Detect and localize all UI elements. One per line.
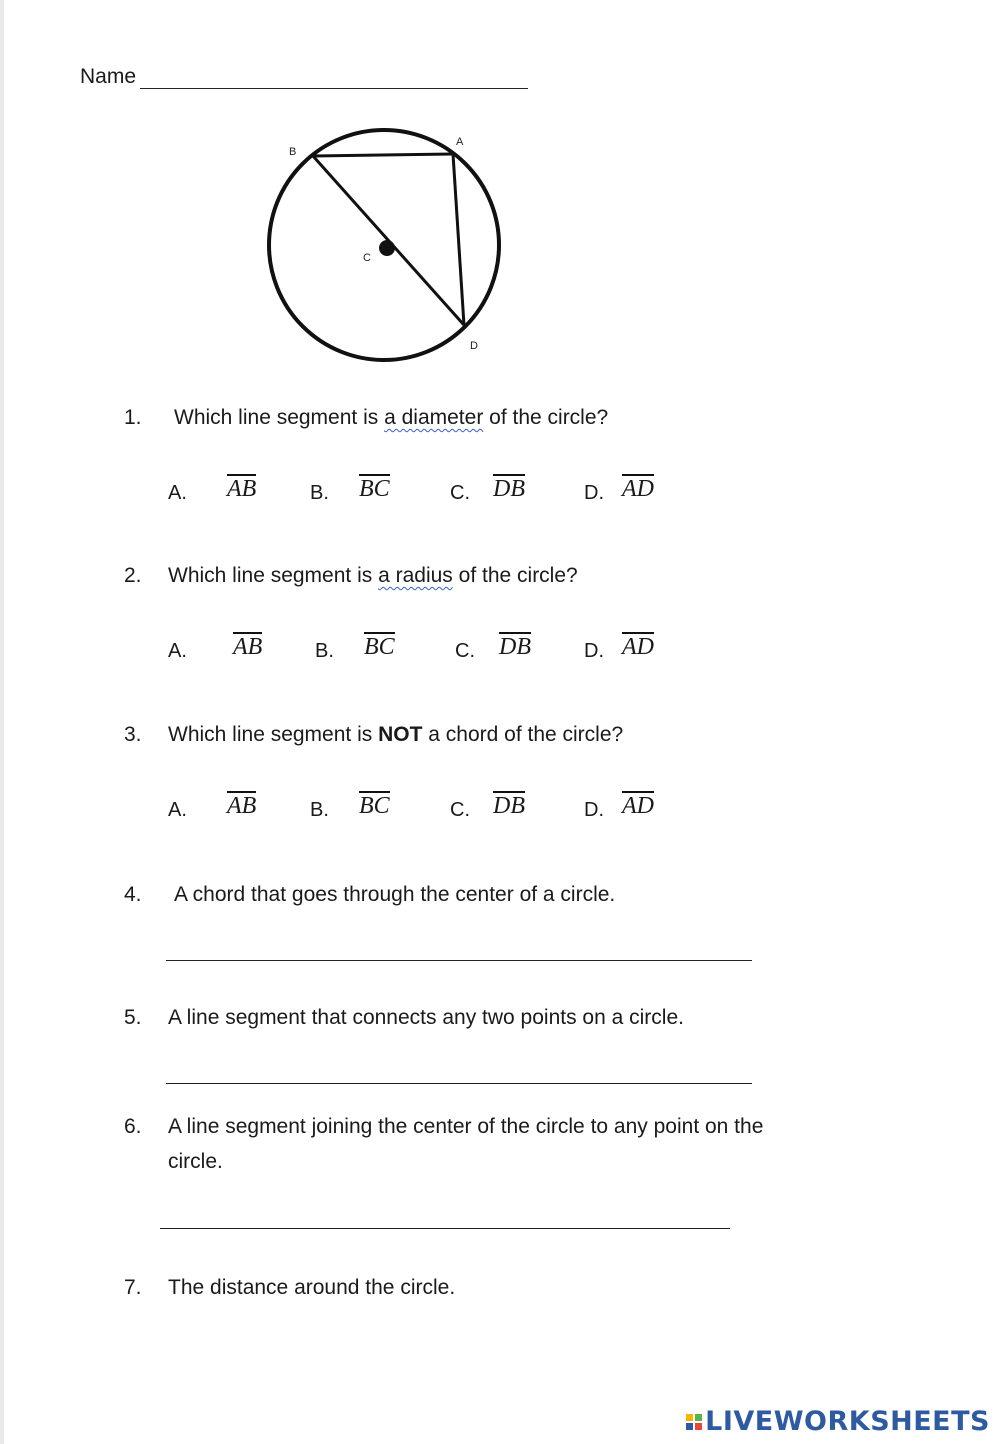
option-d-label: D.: [584, 482, 604, 504]
option-b-label: B.: [310, 482, 329, 504]
answer-line-4[interactable]: [166, 960, 752, 961]
question-1: [124, 406, 608, 430]
question-number: 6.: [124, 1115, 142, 1138]
option-a-segment[interactable]: AB: [233, 634, 263, 660]
answer-line-6[interactable]: [160, 1228, 730, 1229]
question-text: of the circle?: [452, 564, 578, 587]
label-a: A: [456, 136, 464, 148]
question-2: [124, 564, 578, 588]
option-b-segment[interactable]: BC: [359, 793, 390, 819]
question-text: A line segment that connects any two points on a circle.: [168, 1006, 684, 1029]
liveworksheets-logo-icon: [686, 1414, 702, 1430]
option-b-segment[interactable]: BC: [359, 476, 390, 502]
question-3: [124, 723, 623, 747]
option-d-segment[interactable]: AD: [622, 476, 654, 502]
chord-ba: [313, 154, 453, 156]
question-text: a chord of the circle?: [422, 723, 624, 746]
center-point: [379, 240, 395, 256]
question-text: The distance around the circle.: [168, 1276, 456, 1299]
name-row: [80, 64, 528, 89]
option-a-segment[interactable]: AB: [227, 476, 257, 502]
option-c-label: C.: [450, 482, 470, 504]
liveworksheets-brand[interactable]: [686, 1406, 990, 1437]
question-number: 7.: [124, 1276, 142, 1299]
question-number: 2.: [124, 564, 142, 587]
label-b: B: [289, 146, 297, 158]
option-c-segment[interactable]: DB: [493, 793, 525, 819]
question-text: A chord that goes through the center of a circle.: [174, 883, 616, 906]
spellcheck-word: a diameter: [384, 406, 484, 429]
question-7: [124, 1276, 455, 1300]
name-label: Name: [80, 65, 137, 88]
option-c-segment[interactable]: DB: [499, 634, 531, 660]
question-number: 5.: [124, 1006, 142, 1029]
label-d: D: [470, 340, 478, 352]
question-6-continued: circle.: [168, 1150, 223, 1173]
question-number: 1.: [124, 406, 142, 429]
brand-name: LIVEWORKSHEETS: [705, 1406, 990, 1437]
option-d-segment[interactable]: AD: [622, 793, 654, 819]
option-b-segment[interactable]: BC: [364, 634, 395, 660]
answer-line-5[interactable]: [166, 1083, 752, 1084]
page-edge: [0, 0, 4, 1444]
option-a-label: A.: [168, 799, 187, 821]
option-a-segment[interactable]: AB: [227, 793, 257, 819]
option-b-label: B.: [315, 640, 334, 662]
option-a-label: A.: [168, 482, 187, 504]
question-text: of the circle?: [483, 406, 609, 429]
emphasis-not: NOT: [378, 723, 423, 746]
question-6: [124, 1115, 763, 1139]
options-2: [0, 628, 1000, 678]
question-text: A line segment joining the center of the circle to any point on the: [168, 1115, 764, 1138]
label-c: C: [363, 252, 371, 264]
option-d-segment[interactable]: AD: [622, 634, 654, 660]
circle-diagram: [260, 126, 510, 376]
options-1: [0, 470, 1000, 520]
option-c-segment[interactable]: DB: [493, 476, 525, 502]
question-5: [124, 1006, 684, 1030]
option-d-label: D.: [584, 640, 604, 662]
option-c-label: C.: [450, 799, 470, 821]
question-number: 4.: [124, 883, 142, 906]
question-number: 3.: [124, 723, 142, 746]
question-text: Which line segment is: [168, 564, 379, 587]
chord-ad: [453, 154, 464, 325]
option-d-label: D.: [584, 799, 604, 821]
option-c-label: C.: [455, 640, 475, 662]
name-field[interactable]: [140, 64, 528, 89]
question-text: Which line segment is: [174, 406, 385, 429]
option-a-label: A.: [168, 640, 187, 662]
question-4: [124, 883, 615, 907]
options-3: [0, 787, 1000, 837]
question-text: Which line segment is: [168, 723, 379, 746]
spellcheck-word: a radius: [378, 564, 453, 587]
option-b-label: B.: [310, 799, 329, 821]
